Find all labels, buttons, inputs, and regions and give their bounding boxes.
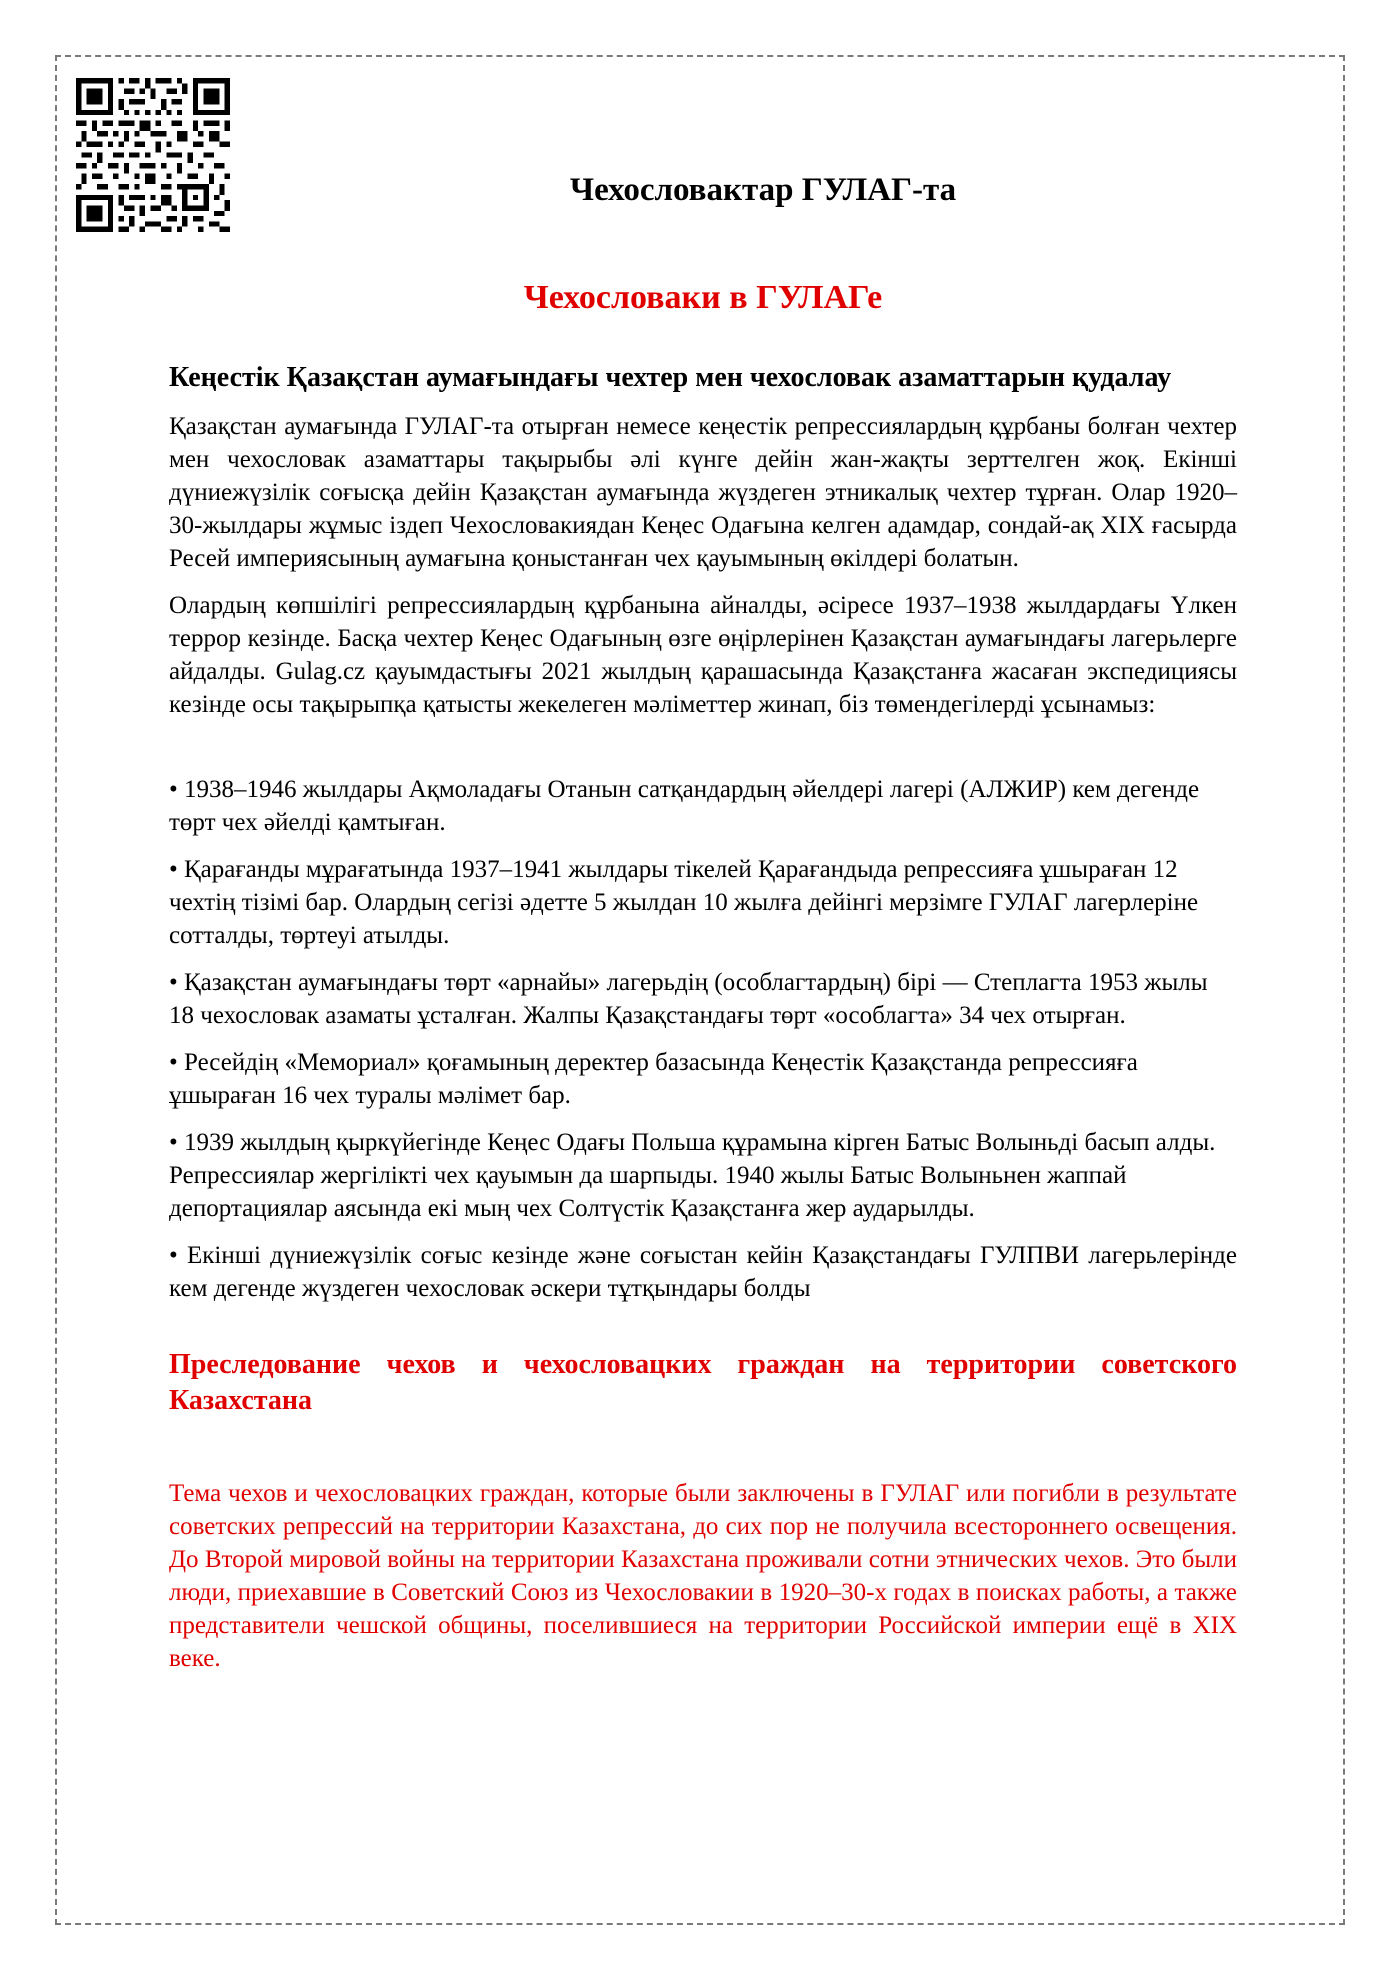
section-heading-kazakh: Кеңестік Қазақстан аумағындағы чехтер мен чехословак азаматтарын қудалау [169,362,1172,393]
list-item: • Қазақстан аумағындағы төрт «арнайы» лагерьдің (особлагтардың) бірі — Степлагта 1953 жылы 18 чехословак азаматы ұсталған. Жалпы Қазақстандағы төрт «особлагта» 34 чех отырған. [169,969,1208,1029]
document-content [169,170,1237,1689]
paragraph-kazakh-2: Олардың көпшілігі репрессиялардың құрбанына айналды, әсіресе 1937–1938 жылдардағы Үлкен террор кезінде. Басқа чехтер Кеңес Одағының өзге өңірлерінен Қазақстан аумағындағы лагерьлерге айдалды. Gulag.cz қауымдастығы 2021 жылдың қарашасында Қазақстанға жасаған экспедициясы кезінде осы тақырыпқа қатысты жекелеген мәліметтер жинап, біз төмендегілерді ұсынамыз: [169,592,1237,718]
paragraph-russian: Тема чехов и чехословацких граждан, которые были заключены в ГУЛАГ или погибли в результате советских репрессий на территории Казахстана, до сих пор не получила всестороннего освещения. До Второй мировой войны на территории Казахстана проживали сотни этнических чехов. Это были люди, приехавшие в Советский Союз из Чехословакии в 1920–30-х годах в поисках работы, а также представители чешской общины, поселившиеся на территории Российской империи ещё в XIX веке. [169,1480,1237,1672]
list-item: • Ресейдің «Мемориал» қоғамының деректер базасында Кеңестік Қазақстанда репрессияға ұшыраған 16 чех туралы мәлімет бар. [169,1049,1138,1109]
list-item: • 1938–1946 жылдары Ақмоладағы Отанын сатқандардың әйелдері лагері (АЛЖИР) кем дегенде төрт чех әйелді қамтыған. [169,776,1200,836]
section-heading-russian: Преследование чехов и чехословацких граждан на территории советского Казахстана [169,1349,1237,1416]
list-item: • Екінші дүниежүзілік соғыс кезінде және соғыстан кейін Қазақстандағы ГУЛПВИ лагерьлерінде кем дегенде жүздеген чехословак әскери тұтқындары болды [169,1242,1237,1302]
list-item: • 1939 жылдың қыркүйегінде Кеңес Одағы Польша құрамына кірген Батыс Волыньді басып алды. Репрессиялар жергілікті чех қауымын да шарпыды. 1940 жылы Батыс Волыньнен жаппай депортациялар аясында екі мың чех Солтүстік Қазақстанға жер аударылды. [169,1129,1216,1222]
list-item: • Қарағанды мұрағатында 1937–1941 жылдары тікелей Қарағандыда репрессияға ұшыраған 12 чехтің тізімі бар. Олардың сегізі әдетте 5 жылдан 10 жылға дейінгі мерзімге ГУЛАГ лагерлеріне сотталды, төртеуі атылды. [169,856,1199,949]
title-russian: Чехословаки в ГУЛАГе [523,279,883,316]
title-kazakh: Чехословактар ГУЛАГ-та [569,172,957,208]
bullet-list-kazakh [169,773,1237,1305]
paragraph-kazakh-1: Қазақстан аумағында ГУЛАГ-та отырған немесе кеңестік репрессиялардың құрбаны болған чехтер мен чехословак азаматтары тақырыбы әлі күнге дейін жан-жақты зерттелген жоқ. Екінші дүниежүзілік соғысқа дейін Қазақстан аумағында жүздеген этникалық чехтер тұрған. Олар 1920–30-жылдары жұмыс іздеп Чехословакиядан Кеңес Одағына келген адамдар, сондай-ақ XIX ғасырда Ресей империясының аумағына қоныстанған чех қауымының өкілдері болатын. [169,413,1237,572]
